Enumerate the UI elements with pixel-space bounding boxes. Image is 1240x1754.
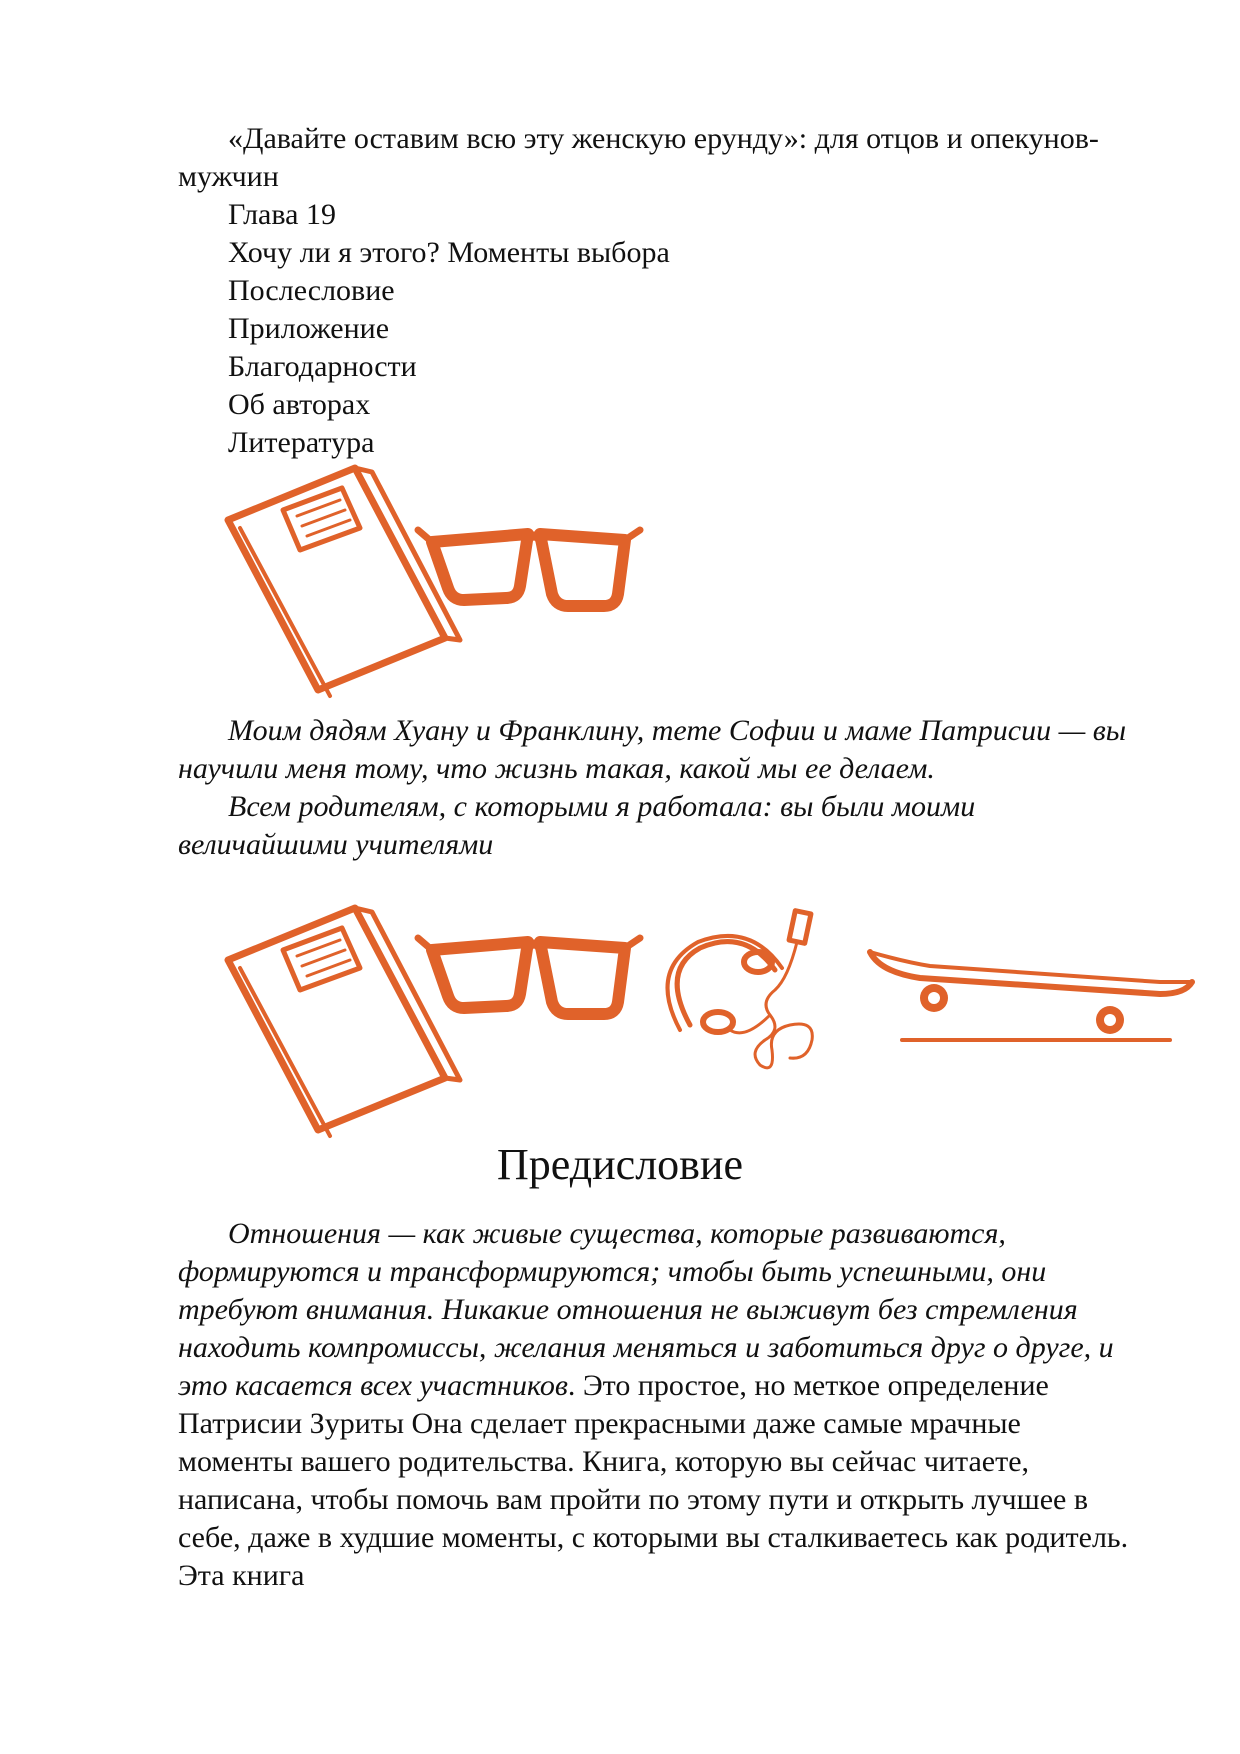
toc-entry: Литература — [228, 426, 375, 459]
toc-entry: Послесловие — [228, 274, 395, 307]
toc-entry: Об авторах — [228, 388, 371, 421]
toc-entry: Глава 19 — [228, 198, 336, 231]
dedication — [178, 712, 1143, 864]
toc-entry: Благодарности — [228, 350, 417, 383]
skateboard-icon — [870, 952, 1192, 1040]
dedication-paragraph: Всем родителям, с которыми я работала: вы были моими величайшими учителями — [178, 790, 976, 861]
toc-entry: Хочу ли я этого? Моменты выбора — [228, 236, 670, 269]
preface-body — [178, 1215, 1143, 1595]
headphones-icon — [668, 911, 813, 1068]
preface-paragraph — [178, 1215, 1143, 1595]
glasses-icon — [418, 530, 640, 606]
book-icon — [228, 468, 460, 696]
toc-entry: «Давайте оставим всю эту женскую ерунду»: для отцов и опекунов-мужчин — [178, 122, 1099, 193]
dedication-paragraph: Моим дядям Хуану и Франклину, тете Софии и маме Патрисии — вы научили меня тому, что жизнь такая, какой мы ее делаем. — [178, 714, 1127, 785]
toc-entry: Приложение — [228, 312, 390, 345]
page-title: Предисловие — [497, 1140, 743, 1189]
toc-list — [178, 120, 1143, 462]
preface-text: . Это простое, но меткое определение Патрисии Зуриты Она сделает прекрасными даже самые мрачные моменты вашего родительства. Книга, которую вы сейчас читаете, написана, чтобы помочь вам пройти по этому пути и открыть лучшее в себе, даже в худшие моменты, с которыми вы сталкиваетесь как родитель. Эта книга — [178, 1369, 1129, 1592]
preface-quote: Отношения — как живые существа, которые развиваются, формируются и трансформируются; чтобы быть успешными, они требуют внимания. Никакие отношения не выживут без стремления находить компромиссы, желания меняться и заботиться друг о друге, и это касается всех участников — [178, 1217, 1114, 1402]
illustration-set — [0, 890, 1240, 1140]
illustration-book-glasses — [0, 450, 1240, 710]
glasses-icon — [418, 938, 640, 1014]
